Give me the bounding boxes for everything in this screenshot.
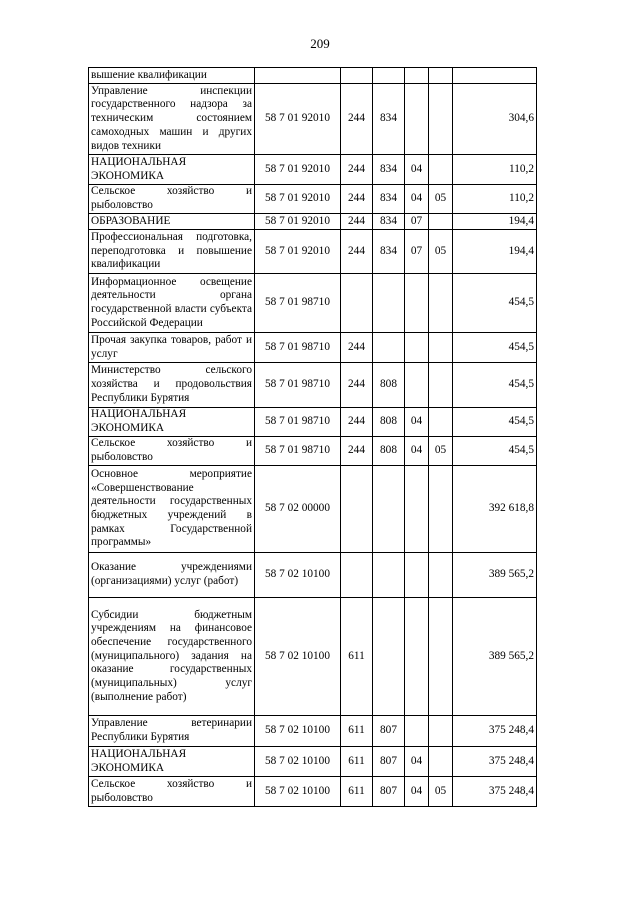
row-vr: 244 (341, 437, 373, 466)
row-name: Информационное освещение деятельности органа государственной власти субъекта Российской Федерации (89, 274, 255, 333)
row-name: Прочая закупка товаров, работ и услуг (89, 333, 255, 363)
table-row (89, 84, 537, 155)
row-pr: 05 (429, 437, 453, 466)
row-grbs: 834 (373, 84, 405, 155)
row-vr: 611 (341, 747, 373, 777)
row-code: 58 7 02 10100 (255, 598, 341, 716)
row-rz: 07 (405, 230, 429, 274)
row-code (255, 68, 341, 84)
row-amount: 110,2 (453, 155, 537, 185)
row-amount: 392 618,8 (453, 466, 537, 553)
row-name: НАЦИОНАЛЬНАЯ ЭКОНОМИКА (89, 155, 255, 185)
row-vr: 244 (341, 230, 373, 274)
row-vr: 244 (341, 333, 373, 363)
row-name: Оказание учреждениями (организациями) услуг (работ) (89, 553, 255, 598)
row-amount: 454,5 (453, 274, 537, 333)
row-name: ОБРАЗОВАНИЕ (89, 214, 255, 230)
row-name: Профессиональная подготовка, переподготовка и повышение квалификации (89, 230, 255, 274)
row-pr (429, 155, 453, 185)
row-rz (405, 333, 429, 363)
row-vr (341, 68, 373, 84)
row-code: 58 7 01 92010 (255, 214, 341, 230)
row-grbs (373, 274, 405, 333)
row-vr: 611 (341, 716, 373, 747)
row-vr: 244 (341, 185, 373, 214)
row-name: Сельское хозяйство и рыболовство (89, 777, 255, 807)
row-grbs: 834 (373, 230, 405, 274)
row-name: Основное мероприятие «Совершенствование деятельности государственных бюджетных учреждений в рамках Государственной программы» (89, 466, 255, 553)
row-name: НАЦИОНАЛЬНАЯ ЭКОНОМИКА (89, 408, 255, 437)
table-row (89, 68, 537, 84)
row-grbs (373, 68, 405, 84)
row-pr (429, 333, 453, 363)
table-row (89, 437, 537, 466)
table-row (89, 553, 537, 598)
row-rz: 04 (405, 437, 429, 466)
row-grbs: 834 (373, 185, 405, 214)
row-amount: 454,5 (453, 333, 537, 363)
row-amount: 389 565,2 (453, 598, 537, 716)
row-amount: 454,5 (453, 363, 537, 408)
row-name: Министерство сельского хозяйства и продовольствия Республики Бурятия (89, 363, 255, 408)
row-vr: 244 (341, 214, 373, 230)
row-pr (429, 466, 453, 553)
row-amount: 454,5 (453, 437, 537, 466)
table-row (89, 747, 537, 777)
table-row (89, 408, 537, 437)
row-vr: 244 (341, 84, 373, 155)
row-pr: 05 (429, 777, 453, 807)
row-code: 58 7 02 00000 (255, 466, 341, 553)
table-row (89, 777, 537, 807)
table-row (89, 333, 537, 363)
row-pr (429, 274, 453, 333)
table-row (89, 363, 537, 408)
row-rz (405, 84, 429, 155)
page-number: 209 (310, 36, 330, 51)
row-grbs: 834 (373, 214, 405, 230)
row-rz (405, 716, 429, 747)
row-code: 58 7 02 10100 (255, 716, 341, 747)
table-row (89, 230, 537, 274)
row-code: 58 7 01 98710 (255, 333, 341, 363)
row-rz (405, 466, 429, 553)
row-amount: 375 248,4 (453, 777, 537, 807)
row-pr (429, 68, 453, 84)
row-name: Сельское хозяйство и рыболовство (89, 437, 255, 466)
row-pr (429, 214, 453, 230)
row-amount (453, 68, 537, 84)
row-code: 58 7 01 98710 (255, 363, 341, 408)
row-rz: 04 (405, 408, 429, 437)
row-rz: 04 (405, 747, 429, 777)
row-name: Субсидии бюджетным учреждениям на финансовое обеспечение государственного (муниципального) задания на оказание государственных (муниципальных) услуг (выполнение работ) (89, 598, 255, 716)
table-row (89, 214, 537, 230)
table-row (89, 185, 537, 214)
row-rz (405, 68, 429, 84)
table-row (89, 716, 537, 747)
row-grbs (373, 466, 405, 553)
row-rz: 04 (405, 185, 429, 214)
row-amount: 194,4 (453, 230, 537, 274)
row-rz: 07 (405, 214, 429, 230)
row-pr (429, 84, 453, 155)
row-amount: 304,6 (453, 84, 537, 155)
table-row (89, 466, 537, 553)
row-vr: 244 (341, 408, 373, 437)
row-grbs (373, 553, 405, 598)
row-amount: 194,4 (453, 214, 537, 230)
row-code: 58 7 01 92010 (255, 155, 341, 185)
row-pr: 05 (429, 185, 453, 214)
row-amount: 110,2 (453, 185, 537, 214)
row-name: Управление ветеринарии Республики Бурятия (89, 716, 255, 747)
row-vr (341, 466, 373, 553)
table-body (89, 68, 537, 807)
row-code: 58 7 02 10100 (255, 777, 341, 807)
row-grbs (373, 333, 405, 363)
row-grbs: 834 (373, 155, 405, 185)
row-grbs: 807 (373, 777, 405, 807)
row-rz (405, 553, 429, 598)
row-pr: 05 (429, 230, 453, 274)
row-grbs: 808 (373, 437, 405, 466)
row-rz: 04 (405, 155, 429, 185)
row-rz: 04 (405, 777, 429, 807)
table-row (89, 598, 537, 716)
row-code: 58 7 02 10100 (255, 747, 341, 777)
row-grbs: 807 (373, 716, 405, 747)
row-vr (341, 274, 373, 333)
budget-table (88, 67, 537, 807)
row-grbs (373, 598, 405, 716)
row-name: НАЦИОНАЛЬНАЯ ЭКОНОМИКА (89, 747, 255, 777)
row-code: 58 7 01 98710 (255, 437, 341, 466)
row-rz (405, 598, 429, 716)
row-vr: 611 (341, 598, 373, 716)
row-rz (405, 363, 429, 408)
row-grbs: 807 (373, 747, 405, 777)
row-code: 58 7 01 98710 (255, 408, 341, 437)
row-amount: 389 565,2 (453, 553, 537, 598)
row-code: 58 7 01 98710 (255, 274, 341, 333)
row-code: 58 7 01 92010 (255, 84, 341, 155)
row-name: вышение квалификации (89, 68, 255, 84)
row-code: 58 7 01 92010 (255, 230, 341, 274)
row-grbs: 808 (373, 408, 405, 437)
row-pr (429, 363, 453, 408)
table-row (89, 274, 537, 333)
row-grbs: 808 (373, 363, 405, 408)
row-code: 58 7 01 92010 (255, 185, 341, 214)
row-pr (429, 747, 453, 777)
row-vr: 244 (341, 155, 373, 185)
row-pr (429, 716, 453, 747)
row-code: 58 7 02 10100 (255, 553, 341, 598)
row-vr (341, 553, 373, 598)
row-pr (429, 553, 453, 598)
row-amount: 375 248,4 (453, 716, 537, 747)
row-name: Управление инспекции государственного надзора за техническим состоянием самоходных машин и других видов техники (89, 84, 255, 155)
row-amount: 454,5 (453, 408, 537, 437)
row-rz (405, 274, 429, 333)
row-pr (429, 408, 453, 437)
table-row (89, 155, 537, 185)
row-name: Сельское хозяйство и рыболовство (89, 185, 255, 214)
row-vr: 244 (341, 363, 373, 408)
row-amount: 375 248,4 (453, 747, 537, 777)
row-pr (429, 598, 453, 716)
row-vr: 611 (341, 777, 373, 807)
